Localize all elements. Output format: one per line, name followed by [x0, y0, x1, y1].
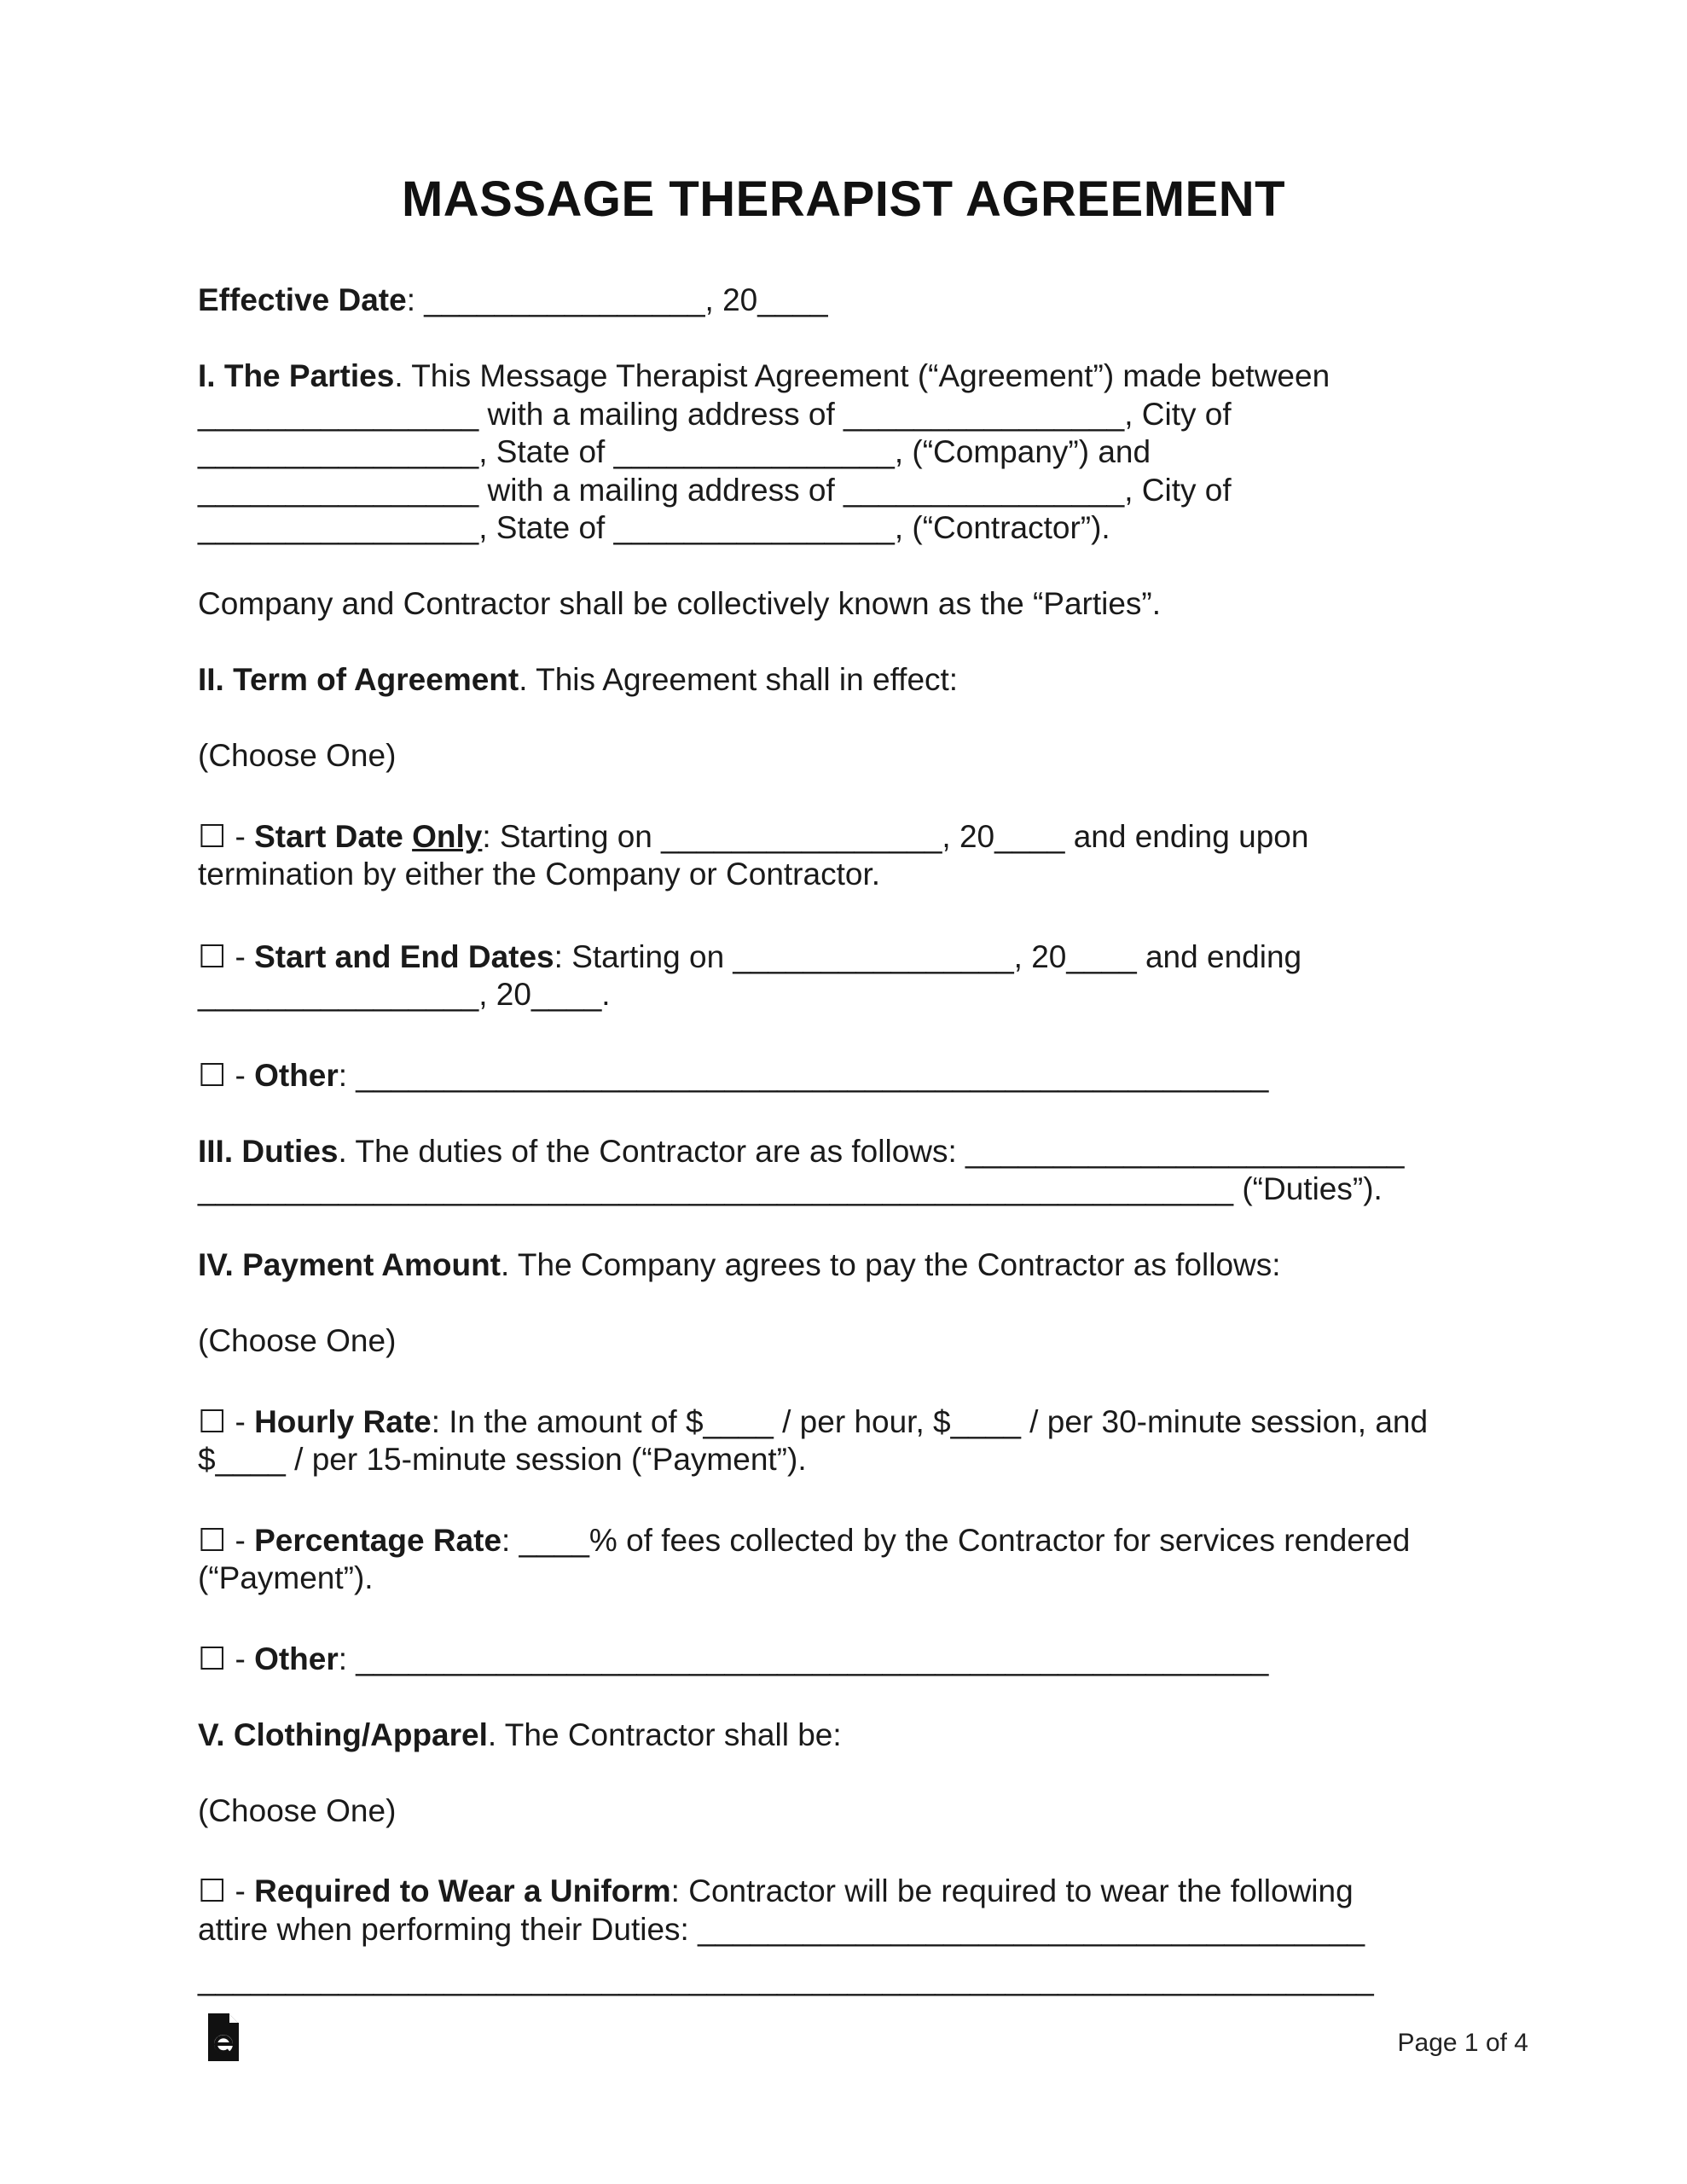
- checkbox-icon[interactable]: ☐ -: [198, 938, 255, 974]
- checkbox-icon[interactable]: ☐ -: [198, 1873, 255, 1908]
- payment-heading: IV. Payment Amount: [198, 1247, 501, 1282]
- payment-option-other: ☐ - Other: ____________________________________________________: [198, 1641, 1269, 1676]
- parties-heading: I. The Parties: [198, 358, 395, 393]
- clothing-choose-one: (Choose One): [198, 1792, 397, 1828]
- term-heading-line: II. Term of Agreement. This Agreement shall in effect:: [198, 662, 959, 697]
- checkbox-icon[interactable]: ☐ -: [198, 818, 255, 854]
- checkbox-icon[interactable]: ☐ -: [198, 1057, 255, 1093]
- clothing-heading-line: V. Clothing/Apparel. The Contractor shall be:: [198, 1716, 842, 1752]
- parties-collective-text: Company and Contractor shall be collectively known as the “Parties”.: [198, 586, 1162, 621]
- duties-heading: III. Duties: [198, 1133, 339, 1169]
- payment-choose-one: (Choose One): [198, 1323, 397, 1358]
- term-heading: II. Term of Agreement: [198, 662, 519, 697]
- term-option-other: ☐ - Other: ____________________________________________________: [198, 1057, 1269, 1093]
- checkbox-icon[interactable]: ☐ -: [198, 1641, 255, 1676]
- parties-line-1: I. The Parties. This Message Therapist Agreement (“Agreement”) made between: [198, 358, 1330, 393]
- effective-date-field: : ________________, 20____: [406, 282, 828, 317]
- effective-date-line: [198, 282, 1494, 320]
- term-option-start-date-only: ☐ - Start Date Only: Starting on ________________, 20____ and ending upon termination by either the Company or Contractor.: [198, 818, 1309, 892]
- payment-option-hourly-rate: ☐ - Hourly Rate: In the amount of $____ / per hour, $____ / per 30-minute session, and $____ / per 15-minute session (“Payment”).: [198, 1403, 1429, 1477]
- parties-line-2: ________________ with a mailing address of ________________, City of: [198, 396, 1232, 432]
- parties-line-4: ________________ with a mailing address of ________________, City of: [198, 472, 1232, 508]
- document-body: [198, 282, 1494, 1999]
- clothing-option-uniform: ☐ - Required to Wear a Uniform: Contractor will be required to wear the following attire when performing their Duties: ______________________________________ ___________________________________________________________________: [198, 1873, 1374, 1996]
- parties-line-5: ________________, State of ________________, (“Contractor”).: [198, 510, 1110, 545]
- eforms-logo-icon: [205, 2012, 242, 2065]
- document-title: MASSAGE THERAPIST AGREEMENT: [401, 171, 1286, 227]
- payment-option-percentage-rate: ☐ - Percentage Rate: ____% of fees collected by the Contractor for services rendered (“Payment”).: [198, 1522, 1411, 1595]
- clothing-heading: V. Clothing/Apparel: [198, 1716, 488, 1752]
- checkbox-icon[interactable]: ☐ -: [198, 1403, 255, 1439]
- parties-line-3: ________________, State of ________________, (“Company”) and: [198, 434, 1151, 469]
- effective-date-label: Effective Date: [198, 282, 407, 317]
- checkbox-icon[interactable]: ☐ -: [198, 1522, 255, 1558]
- term-choose-one: (Choose One): [198, 738, 397, 773]
- term-option-start-end-dates: ☐ - Start and End Dates: Starting on ________________, 20____ and ending ________________, 20____.: [198, 938, 1302, 1012]
- section-parties: [198, 357, 1494, 548]
- payment-heading-line: IV. Payment Amount. The Company agrees to pay the Contractor as follows:: [198, 1247, 1281, 1282]
- section-duties: III. Duties. The duties of the Contractor are as follows: _________________________ ___________________________________________________________ (“Duties”).: [198, 1133, 1405, 1206]
- page-number: Page 1 of 4: [1397, 2029, 1528, 2057]
